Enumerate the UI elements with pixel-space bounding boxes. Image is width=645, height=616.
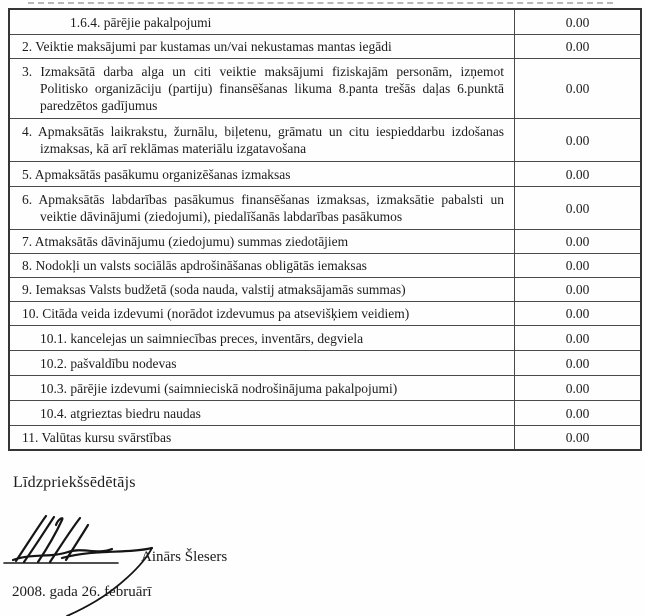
expense-item-label: 4. Apmaksātās laikrakstu, žurnālu, biļetenu, grāmatu un citu iespieddarbu izdošanas izmaksas, kā arī reklāmas materiālu izgatavošana xyxy=(10,119,515,161)
expense-amount: 0.00 xyxy=(565,430,590,445)
expense-item-label: 3. Izmaksātā darba alga un citi veiktie maksājumi fiziskajām personām, izņemot Politisko organizāciju (partiju) finansēšanas likuma 8.panta trešās daļas 6.punktā paredzētos gadījumus xyxy=(10,59,515,118)
table-row xyxy=(10,59,640,119)
expense-amount: 0.00 xyxy=(565,405,590,421)
expenses-table xyxy=(8,8,642,451)
table-row xyxy=(10,162,640,187)
expense-amount: 0.00 xyxy=(565,258,590,273)
expense-amount: 0.00 xyxy=(565,355,590,371)
signatory-title: Līdzpriekšsēdētājs xyxy=(13,474,136,491)
table-row xyxy=(10,426,640,449)
expense-amount: 0.00 xyxy=(565,166,590,182)
table-row xyxy=(10,351,640,376)
expense-amount: 0.00 xyxy=(565,132,590,148)
table-row xyxy=(10,376,640,401)
expense-amount: 0.00 xyxy=(565,200,590,216)
table-row xyxy=(10,230,640,254)
table-row xyxy=(10,254,640,278)
expense-amount: 0.00 xyxy=(565,306,590,321)
expense-amount: 0.00 xyxy=(565,380,590,396)
expense-amount: 0.00 xyxy=(565,234,590,249)
expense-amount: 0.00 xyxy=(565,282,590,297)
table-row xyxy=(10,278,640,302)
expense-amount: 0.00 xyxy=(565,39,590,54)
expense-amount: 0.00 xyxy=(565,14,590,30)
expense-item-label: 8. Nodokļi un valsts sociālās apdrošināšanas obligātās iemaksas xyxy=(10,254,515,277)
table-row xyxy=(10,119,640,162)
expense-item-label: 7. Atmaksātās dāvinājumu (ziedojumu) summas ziedotājiem xyxy=(10,230,515,253)
expense-amount: 0.00 xyxy=(565,81,590,96)
expense-item-label: 2. Veiktie maksājumi par kustamas un/vai nekustamas mantas iegādi xyxy=(10,35,515,58)
expense-amount: 0.00 xyxy=(565,330,590,346)
expense-item-label: 11. Valūtas kursu svārstības xyxy=(10,426,515,449)
table-row xyxy=(10,326,640,351)
expense-item-label: 10. Citāda veida izdevumi (norādot izdevumus pa atsevišķiem veidiem) xyxy=(10,302,515,325)
expense-item-label: 6. Apmaksātās labdarības pasākumus finansēšanas izmaksas, izmaksātie pabalsti un veiktie dāvinājumi (ziedojumi), piedalīšanās labdarības pasākumos xyxy=(10,187,515,229)
table-row xyxy=(10,187,640,230)
scan-artifact-line xyxy=(28,2,613,4)
expense-item-label: 10.2. pašvaldību nodevas xyxy=(10,351,515,375)
document-date: 2008. gada 26. februārī xyxy=(12,584,152,600)
expense-item-label: 5. Apmaksātās pasākumu organizēšanas izmaksas xyxy=(10,162,515,186)
table-row xyxy=(10,10,640,35)
expense-item-label: 9. Iemaksas Valsts budžetā (soda nauda, valstij atmaksājamās summas) xyxy=(10,278,515,301)
signatory-name: Ainārs Šlesers xyxy=(141,549,228,565)
table-row xyxy=(10,35,640,59)
expense-item-label: 1.6.4. pārējie pakalpojumi xyxy=(10,10,515,34)
expense-item-label: 10.1. kancelejas un saimniecības preces, inventārs, degviela xyxy=(10,326,515,350)
expense-item-label: 10.3. pārējie izdevumi (saimnieciskā nodrošinājuma pakalpojumi) xyxy=(10,376,515,400)
table-row xyxy=(10,302,640,326)
table-row xyxy=(10,401,640,426)
expense-item-label: 10.4. atgrieztas biedru naudas xyxy=(10,401,515,425)
